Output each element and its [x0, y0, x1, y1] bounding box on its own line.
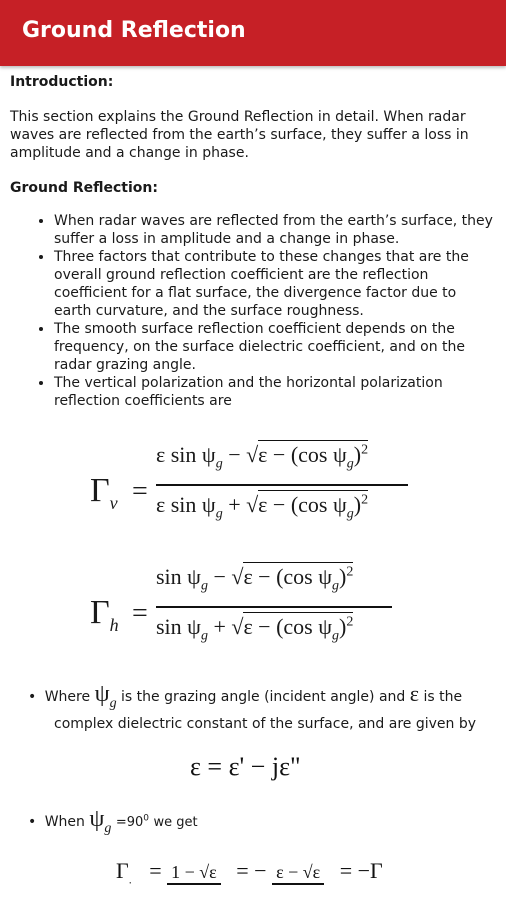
- fraction-bar: [156, 606, 392, 608]
- denominator: ε $\sin \psi_g + √\varepsilon - (\cos$ $\psi_g)^2$: [156, 492, 369, 522]
- epsilon-definition: ε = ε' − jε": [190, 752, 301, 781]
- intro-heading: Introduction:: [10, 74, 114, 90]
- list-item: • The smooth surface reflection coefficient depends on the frequency, on the surface dielectric coefficient, and on the radar grazing angle.: [54, 320, 494, 374]
- denominator: $\sin \psi_g + √\varepsilon - (\cos$ $\psi_g)^2$: [156, 614, 354, 644]
- numerator: $\sin \psi_g - √\varepsilon - (\cos$ $\psi_g)^2$: [156, 564, 354, 594]
- gamma-v-equation: [0, 436, 506, 554]
- content-area[interactable]: [0, 66, 506, 900]
- list-item: • Three factors that contribute to these changes that are the overall ground reflection coefficient are the reflection coefficient for a flat surface, the divergence factor due to earth curvature, and the surface roughness.: [54, 248, 494, 320]
- intro-paragraph: This section explains the Ground Reflection in detail. When radar waves are reflected from the earth’s surface, they suffer a loss in amplitude and a change in phase.: [10, 109, 469, 161]
- equals-sign: =: [132, 476, 148, 507]
- epsilon-symbol: ε: [409, 681, 419, 706]
- gamma-v-symbol: $\Gamma_v$: [90, 472, 118, 513]
- app-bar: [0, 0, 506, 66]
- fraction-bar: [156, 484, 408, 486]
- numerator: ε $\sin \psi_g - √\varepsilon - (\cos$ $\psi_g)^2$: [156, 442, 369, 472]
- psi-symbol: $\psi_g$: [94, 681, 117, 711]
- where-bullet: • Where $\psi_g$ is the grazing angle (incident angle) and ε is the complex dielectric constant of the surface, and are given by: [28, 684, 498, 734]
- list-item: • The vertical polarization and the horizontal polarization reflection coefficients are: [54, 374, 494, 410]
- gamma-h-equation: [0, 558, 506, 676]
- page-title: Ground Reflection: [22, 18, 246, 43]
- where-line2: complex dielectric constant of the surface, and are given by: [54, 715, 477, 732]
- when-bullet: • When $\psi_g =90^0$ we get: [28, 806, 198, 836]
- equals-sign: =: [132, 598, 148, 629]
- section-heading: Ground Reflection:: [10, 180, 158, 196]
- bullet-list: [0, 212, 494, 410]
- gamma-h-symbol: $\Gamma_h$: [90, 594, 119, 635]
- psi-symbol: $\psi_g$: [89, 806, 112, 836]
- gamma-final-equation: $\Gamma_. = 1 - √\varepsilon$ = − ε − √ε = −Γ: [116, 858, 383, 887]
- list-item: • When radar waves are reflected from the earth’s surface, they suffer a loss in amplitude and a change in phase.: [54, 212, 494, 248]
